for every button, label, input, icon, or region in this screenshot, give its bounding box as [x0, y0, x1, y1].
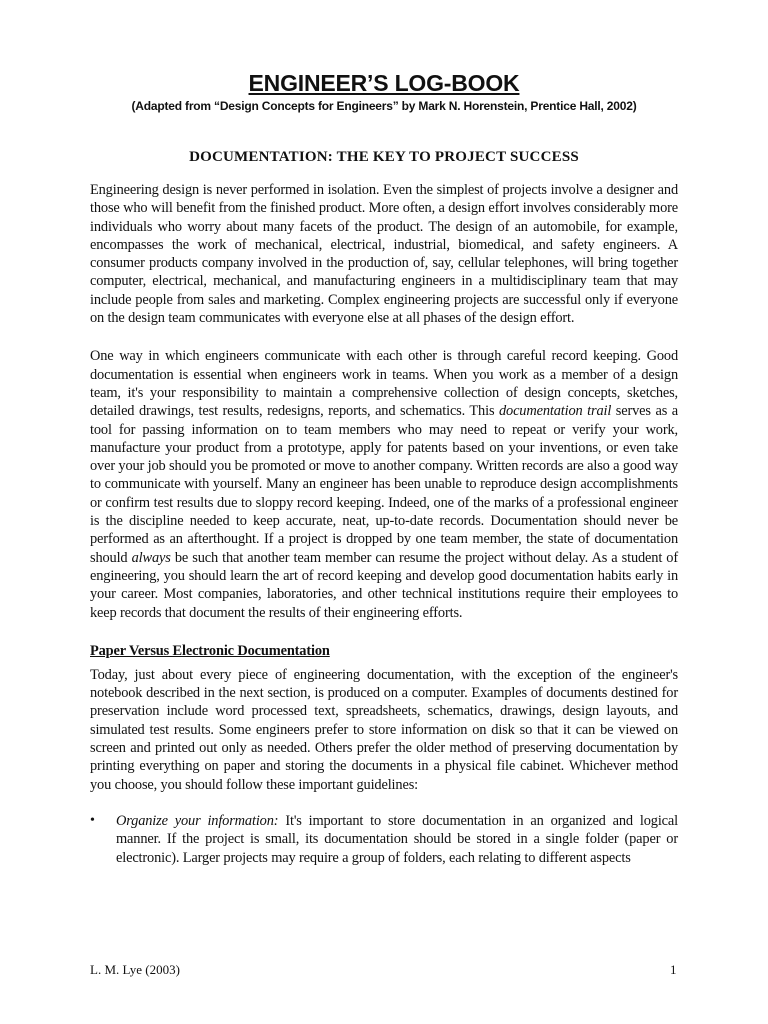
- section-heading: DOCUMENTATION: THE KEY TO PROJECT SUCCESS: [189, 149, 579, 165]
- bullet-icon: •: [90, 812, 95, 828]
- paragraph-intro: Engineering design is never performed in isolation. Even the simplest of projects involve a designer and those who will benefit from the finished product. More often, a design effort involves considerably more individuals who worry about many facets of the product. The design of an automobile, for example, encompasses the work of mechanical, electrical, industrial, biomedical, and safety engineers. A consumer products company involved in the production of, say, cellular telephones, will bring together computer, electrical, mechanical, and manufacturing engineers in a multidisciplinary team that may include people from sales and marketing. Complex engineering projects are successful only if everyone on the design team communicates with everyone else at all phases of the design effort.: [90, 182, 678, 327]
- paragraph-text: be such that another team member can resume the project without delay. As a student of engineering, you should learn the art of record keeping and develop good documentation habits early in your career. Most companies, laboratories, and other technical institutions require their employees to keep records that document the results of their engineering efforts.: [90, 549, 678, 621]
- bullet-item: [90, 812, 678, 867]
- subsection-heading: Paper Versus Electronic Documentation: [90, 642, 330, 659]
- bullet-body: It's important to store documentation in an organized and logical manner. If the project is small, its documentation should be stored in a single folder (paper or electronic). Larger projects may require a group of folders, each relating to different aspects: [116, 812, 678, 866]
- bullet-text: [116, 812, 678, 867]
- document-subtitle: (Adapted from “Design Concepts for Engineers” by Mark N. Horenstein, Prentice Hall, 2002): [131, 99, 637, 113]
- emphasis-documentation-trail: documentation trail: [498, 403, 612, 420]
- paragraph-text: serves as a tool for passing information on to team members who may need to repeat or verify your work, manufacture your product from a prototype, apply for patents based on your inventions, or even take over your job should you be promoted or move to another company. Written records are also a good way to communicate with yourself. Many an engineer has been unable to reproduce design accomplishments or confirm test results due to sloppy record keeping. Indeed, one of the marks of a professional engineer is the discipline needed to keep accurate, neat, up-to-date records. Documentation should never be performed as an afterthought. If a project is dropped by one team member, the state of documentation should: [90, 403, 678, 566]
- footer-page-number: 1: [670, 962, 677, 977]
- bullet-lead: Organize your information:: [116, 812, 279, 829]
- paragraph-record-keeping: [90, 347, 678, 621]
- footer-author: L. M. Lye (2003): [90, 962, 180, 977]
- document-title: ENGINEER’S LOG-BOOK: [248, 70, 520, 96]
- paragraph-paper-vs-electronic: Today, just about every piece of engineering documentation, with the exception of the engineer's notebook described in the next section, is produced on a computer. Examples of documents destined for preservation include word processed text, spreadsheets, schematics, drawings, design layouts, and simulated test results. Some engineers prefer to store information on disk so that it can be viewed on screen and printed out only as needed. Others prefer the older method of preserving documentation by printing everything on paper and storing the documents in a physical file cabinet. Whichever method you choose, you should follow these important guidelines:: [90, 666, 678, 793]
- document-page: [90, 70, 678, 867]
- emphasis-always: always: [131, 549, 171, 566]
- paragraph-text: One way in which engineers communicate with each other is through careful record keeping. Good documentation is essential when engineers work in teams. When you work as a member of a design team, it's your responsibility to maintain a comprehensive collection of design concepts, sketches, detailed drawings, test results, redesigns, reports, and schematics. This: [90, 348, 678, 420]
